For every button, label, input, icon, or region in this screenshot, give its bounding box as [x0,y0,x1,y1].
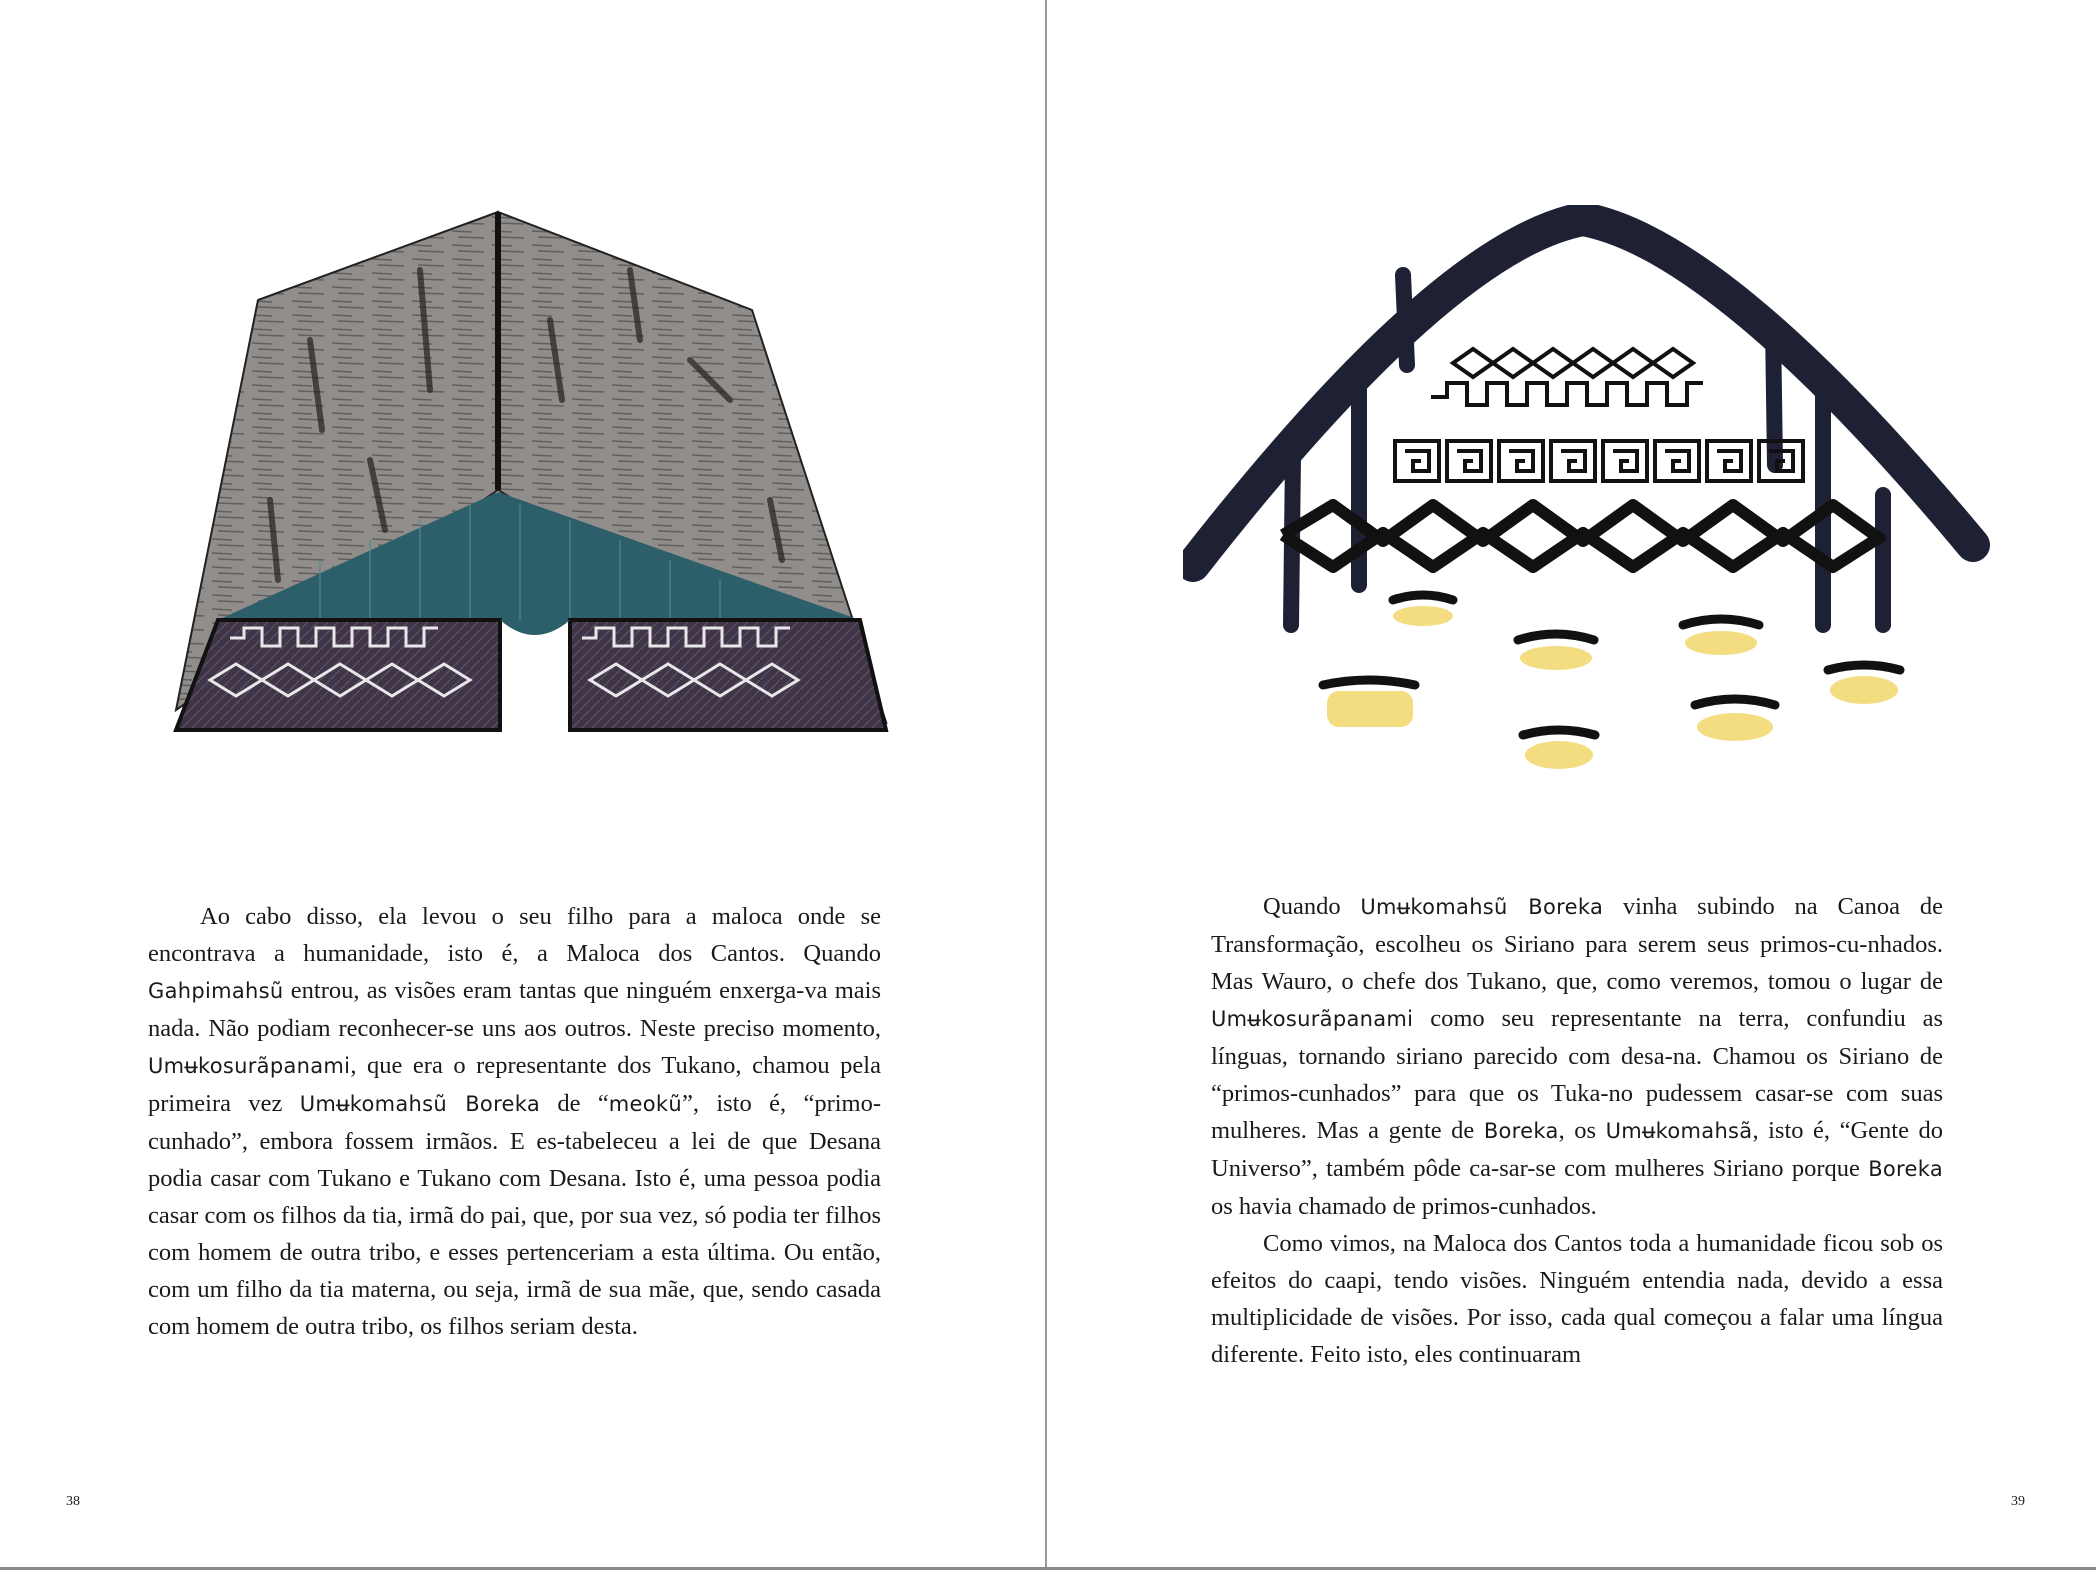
page-number: 39 [2011,1494,2025,1509]
indigenous-name: Boreka [1868,1157,1943,1181]
indigenous-name: Umʉkomahsã [1605,1119,1753,1143]
page-number: 38 [66,1494,80,1509]
indigenous-name: Umʉkosurãpanami [148,1054,351,1078]
left-body-text [148,898,881,1345]
indigenous-name: meokũ [608,1092,682,1116]
text-run: entrou, as visões eram tantas que ninguém enxerga-va mais nada. Não podiam reconhecer-se uns aos outros. Neste preciso momento, [148,977,881,1042]
right-paragraph-1 [1211,888,1943,1225]
text-run: como seu representante na terra, confundiu as línguas, tornando siriano parecido com desa-na. Chamou os Siriano de “primos-cunhados” para que os Tuka-no pudessem casar-se com suas mulheres. Mas a gente de [1211,1005,1943,1144]
left-paragraph [148,898,881,1345]
indigenous-name: Umʉkosurãpanami [1211,1007,1414,1031]
maloca-interior-illustration [1183,205,2023,805]
text-run: ”, isto é, “primo-cunhado”, embora fossem irmãos. E es-tabeleceu a lei de que Desana podia casar com Tukano e Tukano com Desana. Isto é, uma pessoa podia casar com os filhos da tia, irmã do pai, que, por sua vez, só podia ter filhos com homem de outra tribo, e esses pertenceriam a esta última. Ou então, com um filho da tia materna, ou seja, irmã de sua mãe, que, sendo casada com homem de outra tribo, os filhos seriam desta. [148,1090,882,1340]
text-run: Quando [1263,893,1361,920]
text-run: Ao cabo disso, ela levou o seu filho para a maloca onde se encontrava a humanidade, isto é, a Maloca dos Cantos. Quando [148,903,881,967]
right-body-text [1211,888,1943,1373]
right-paragraph-2 [1211,1225,1943,1373]
text-run: de “ [540,1090,609,1117]
text-run: , os [1558,1117,1606,1144]
text-run: , que era o representante dos Tukano, chamou pela primeira vez [148,1052,881,1117]
book-spine [1045,0,1047,1570]
text-run: os havia chamado de primos-cunhados. [1211,1193,1597,1220]
text-run: Como vimos, na Maloca dos Cantos toda a humanidade ficou sob os efeitos do caapi, tendo visões. Ninguém entendia nada, devido a essa multiplicidade de visões. Por isso, cada qual começou a falar uma língua diferente. Feito isto, eles continuaram [1211,1230,1943,1368]
indigenous-name: Umʉkomahsũ Boreka [299,1092,541,1116]
right-page [1048,0,2094,1570]
indigenous-name: Umʉkomahsũ Boreka [1360,895,1604,919]
text-run: vinha subindo na Canoa de Transformação, escolheu os Siriano para serem seus primos-cu-nhados. Mas Wauro, o chefe dos Tukano, que, como veremos, tomou o lugar de [1211,893,1943,995]
indigenous-name: Gahpimahsũ [148,979,284,1003]
maloca-roof-illustration [170,200,900,740]
text-run: , isto é, “Gente do Universo”, também pôde ca-sar-se com mulheres Siriano porque [1211,1117,1943,1182]
left-page [0,0,1046,1570]
indigenous-name: Boreka [1483,1119,1559,1143]
